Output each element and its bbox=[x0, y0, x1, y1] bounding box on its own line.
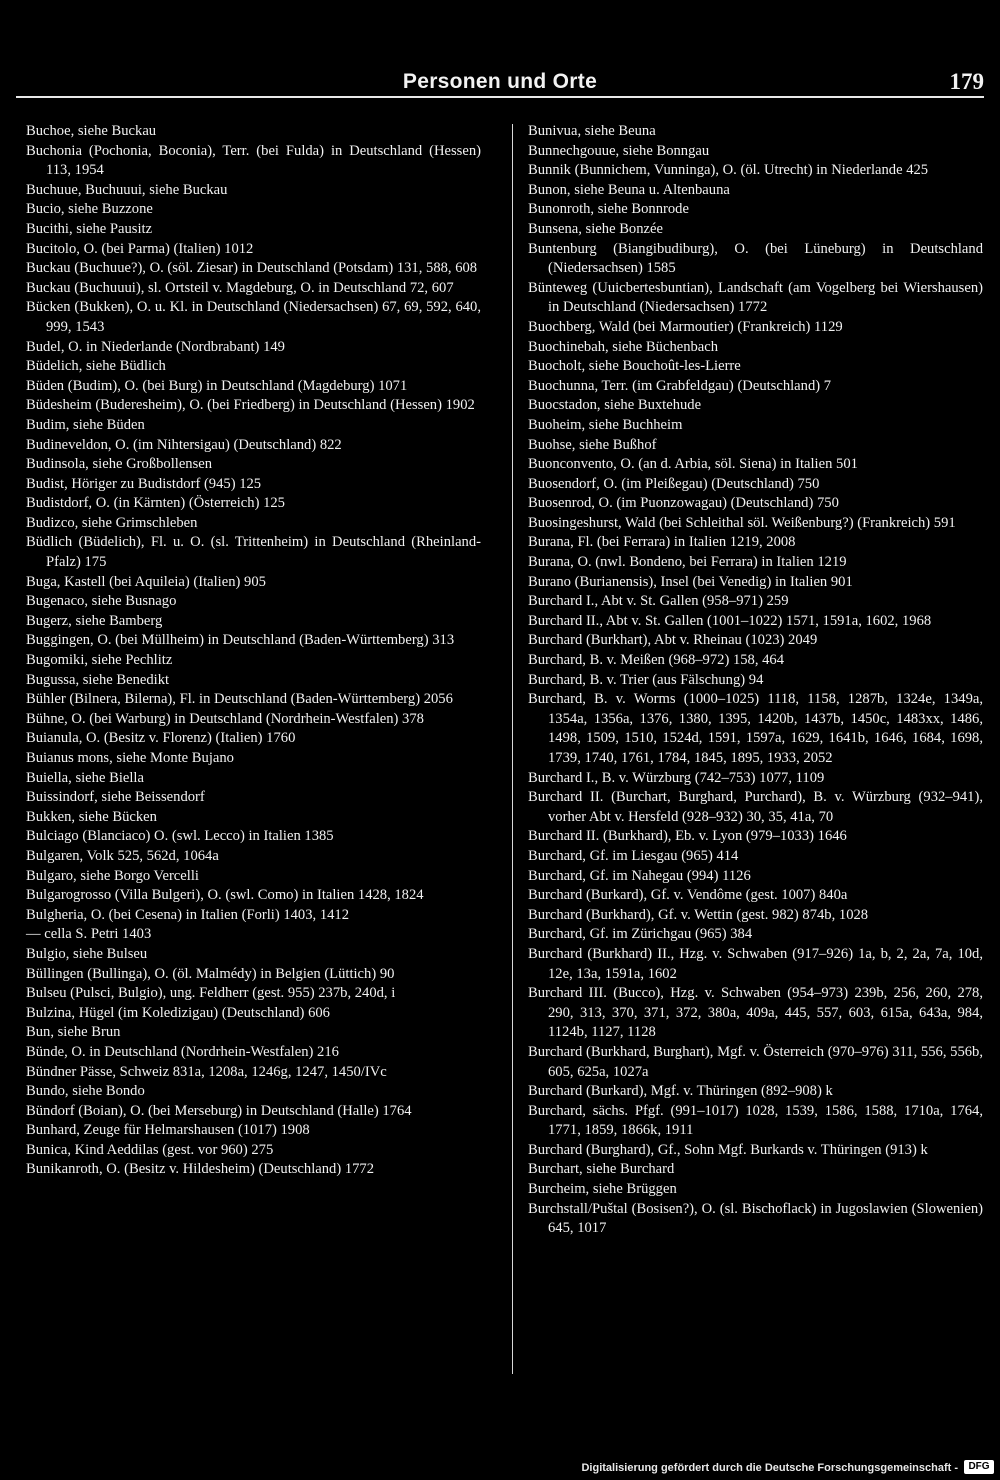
index-entry: Büdlich (Büdelich), Fl. u. O. (sl. Trittenheim) in Deutschland (Rheinland-Pfalz) 175 bbox=[26, 534, 481, 571]
index-entry: Bunivua, siehe Beuna bbox=[528, 123, 656, 139]
index-entry: Bühne, O. (bei Warburg) in Deutschland (Nordrhein-Westfalen) 378 bbox=[26, 710, 424, 727]
index-entry: Buocstadon, siehe Buxtehude bbox=[528, 397, 702, 414]
index-entry: Bukken, siehe Bücken bbox=[26, 808, 157, 825]
index-entry: Buianula, O. (Besitz v. Florenz) (Italien) 1760 bbox=[26, 730, 296, 747]
index-entry: Buochunna, Terr. (im Grabfeldgau) (Deutschland) 7 bbox=[528, 377, 832, 394]
index-entry: Bündorf (Boian), O. (bei Merseburg) in Deutschland (Halle) 1764 bbox=[26, 1102, 412, 1119]
column-divider bbox=[512, 124, 513, 1374]
index-entry: Burchard, B. v. Worms (1000–1025) 1118, 1158, 1287b, 1324e, 1349a, 1354a, 1356a, 1376, 1380, 1395, 1420b, 1437b, 1450c, 1483xx, 1486, 1498, 1509, 1510, 1524d, 1591, 1597a, 1629, 1641b, 1646, 1684, 1698, 1739, 1740, 1761, 1784, 1845, 1895, 1933, 2052 bbox=[528, 691, 983, 766]
index-entry: Bunica, Kind Aeddilas (gest. vor 960) 275 bbox=[26, 1141, 274, 1158]
index-entry: Bulgarogrosso (Villa Bulgeri), O. (swl. Como) in Italien 1428, 1824 bbox=[26, 887, 424, 904]
index-entry: Bulzina, Hügel (im Koledizigau) (Deutschland) 606 bbox=[26, 1004, 330, 1021]
index-entry: Bunikanroth, O. (Besitz v. Hildesheim) (Deutschland) 1772 bbox=[26, 1161, 375, 1178]
index-entry: Bugenaco, siehe Busnago bbox=[26, 593, 177, 610]
index-entry: Bunsena, siehe Bonzée bbox=[528, 220, 663, 237]
index-entry: Bündner Pässe, Schweiz 831a, 1208a, 1246g, 1247, 1450/IVc bbox=[26, 1063, 387, 1080]
index-entry: Burchard (Burkard), Gf. v. Vendôme (gest. 1007) 840a bbox=[528, 887, 848, 904]
index-entry: Büdelich, siehe Büdlich bbox=[26, 358, 166, 375]
index-entry: Burchard I., B. v. Würzburg (742–753) 1077, 1109 bbox=[528, 769, 825, 786]
index-entry: Burchard, Gf. im Zürichgau (965) 384 bbox=[528, 926, 753, 943]
index-entry: Burano (Burianensis), Insel (bei Venedig) in Italien 901 bbox=[528, 573, 853, 590]
index-entry: Buosendorf, O. (im Pleißegau) (Deutschland) 750 bbox=[528, 475, 820, 492]
page-header bbox=[0, 66, 1000, 98]
index-entry: Burchard, B. v. Meißen (968–972) 158, 464 bbox=[528, 652, 785, 669]
index-entry: Buonconvento, O. (an d. Arbia, söl. Siena) in Italien 501 bbox=[528, 456, 858, 473]
index-entry: Burchart, siehe Burchard bbox=[528, 1161, 675, 1178]
index-entry: Burchard II., Abt v. St. Gallen (1001–1022) 1571, 1591a, 1602, 1968 bbox=[528, 612, 932, 629]
index-entry: — cella S. Petri 1403 bbox=[26, 926, 152, 943]
index-entry: Budinsola, siehe Großbollensen bbox=[26, 456, 213, 473]
page-footer bbox=[0, 1458, 1000, 1476]
index-entry: Budineveldon, O. (im Nihtersigau) (Deutschland) 822 bbox=[26, 436, 342, 453]
index-entry: Bulciago (Blanciaco) O. (swl. Lecco) in Italien 1385 bbox=[26, 828, 334, 845]
index-entry: Bulgio, siehe Bulseu bbox=[26, 945, 148, 962]
index-entry: Büdesheim (Buderesheim), O. (bei Friedberg) in Deutschland (Hessen) 1902 bbox=[26, 397, 475, 414]
index-entry: Büden (Budim), O. (bei Burg) in Deutschland (Magdeburg) 1071 bbox=[26, 377, 408, 394]
index-entry: Budim, siehe Büden bbox=[26, 416, 145, 433]
footer-credit: Digitalisierung gefördert durch die Deutsche Forschungsgemeinschaft - bbox=[581, 1462, 958, 1474]
index-entry: Buiella, siehe Biella bbox=[26, 769, 144, 786]
index-entry: Buosingeshurst, Wald (bei Schleithal söl. Weißenburg?) (Frankreich) 591 bbox=[528, 514, 956, 531]
index-entry: Büllingen (Bullinga), O. (öl. Malmédy) in Belgien (Lüttich) 90 bbox=[26, 965, 395, 982]
index-entry: Burchard (Burkhard, Burghart), Mgf. v. Österreich (970–976) 311, 556, 556b, 605, 625a, 1027a bbox=[528, 1043, 983, 1080]
page-title: Personen und Orte bbox=[402, 70, 598, 93]
index-entry: Budist, Höriger zu Budistdorf (945) 125 bbox=[26, 475, 262, 492]
index-entry: Burcheim, siehe Brüggen bbox=[528, 1181, 677, 1198]
index-entry: Bücken (Bukken), O. u. Kl. in Deutschland (Niedersachsen) 67, 69, 592, 640, 999, 1543 bbox=[26, 299, 481, 335]
index-entry: Buga, Kastell (bei Aquileia) (Italien) 905 bbox=[26, 573, 266, 590]
index-entry: Burchard III. (Bucco), Hzg. v. Schwaben (954–973) 239b, 256, 260, 278, 290, 313, 370, 371, 372, 380a, 409a, 445, 557, 603, 615a, 643a, 984, 1124b, 1127, 1128 bbox=[528, 985, 983, 1041]
index-entry: Bunonroth, siehe Bonnrode bbox=[528, 201, 689, 218]
index-entry: Buckau (Buchuuui), sl. Ortsteil v. Magdeburg, O. in Deutschland 72, 607 bbox=[26, 279, 454, 296]
index-entry: Budistdorf, O. (in Kärnten) (Österreich) 125 bbox=[26, 495, 285, 512]
index-entry: Burana, O. (nwl. Bondeno, bei Ferrara) in Italien 1219 bbox=[528, 554, 847, 571]
index-entry: Burchard I., Abt v. St. Gallen (958–971) 259 bbox=[528, 593, 789, 610]
index-entry: Buosenrod, O. (im Puonzowagau) (Deutschland) 750 bbox=[528, 495, 839, 512]
index-entry: Buohse, siehe Bußhof bbox=[528, 436, 657, 453]
index-entry: Burchard (Burkard), Mgf. v. Thüringen (892–908) k bbox=[528, 1083, 833, 1100]
index-entry: Burchard (Burkhard) II., Hzg. v. Schwaben (917–926) 1a, b, 2, 2a, 7a, 10d, 12e, 13a, 1591a, 1602 bbox=[528, 945, 983, 982]
index-entry: Buissindorf, siehe Beissendorf bbox=[26, 789, 205, 806]
index-entry: Bünde, O. in Deutschland (Nordrhein-Westfalen) 216 bbox=[26, 1043, 339, 1060]
index-entry: Buochinebah, siehe Büchenbach bbox=[528, 338, 719, 355]
index-entry: Bunon, siehe Beuna u. Altenbauna bbox=[528, 181, 730, 198]
index-entry: Buntenburg (Biangibudiburg), O. (bei Lüneburg) in Deutschland (Niedersachsen) 1585 bbox=[528, 240, 983, 277]
index-entry: Bugerz, siehe Bamberg bbox=[26, 612, 163, 629]
index-entry: Bugomiki, siehe Pechlitz bbox=[26, 652, 173, 669]
index-entry: Budizco, siehe Grimschleben bbox=[26, 514, 198, 531]
index-entry: Burchstall/Puštal (Bosisen?), O. (sl. Bischoflack) in Jugoslawien (Slowenien) 645, 1017 bbox=[528, 1200, 983, 1237]
index-entry: Burchard (Burkhart), Abt v. Rheinau (1023) 2049 bbox=[528, 632, 818, 649]
index-entry: Bunnechgouue, siehe Bonngau bbox=[528, 142, 710, 159]
index-entry: Buocholt, siehe Bouchoût-les-Lierre bbox=[528, 358, 741, 375]
index-entry: Buoheim, siehe Buchheim bbox=[528, 416, 683, 433]
index-entry: Bulgaren, Volk 525, 562d, 1064a bbox=[26, 847, 219, 864]
index-column-right bbox=[528, 122, 983, 1239]
index-entry: Burchard, Gf. im Liesgau (965) 414 bbox=[528, 847, 739, 864]
index-entry: Buchoe, siehe Buckau bbox=[26, 123, 157, 139]
index-entry: Bugussa, siehe Benedikt bbox=[26, 671, 170, 688]
index-entry: Burchard II. (Burchart, Burghard, Purchard), B. v. Würzburg (932–941), vorher Abt v. Hersfeld (928–932) 30, 35, 41a, 70 bbox=[528, 789, 983, 825]
index-entry: Burana, Fl. (bei Ferrara) in Italien 1219, 2008 bbox=[528, 534, 796, 551]
index-entry: Buggingen, O. (bei Müllheim) in Deutschland (Baden-Württemberg) 313 bbox=[26, 632, 455, 649]
index-entry: Budel, O. in Niederlande (Nordbrabant) 149 bbox=[26, 338, 285, 355]
index-column-left bbox=[26, 122, 481, 1180]
index-entry: Bulgaro, siehe Borgo Vercelli bbox=[26, 867, 199, 884]
index-entry: Bulseu (Pulsci, Bulgio), ung. Feldherr (gest. 955) 237b, 240d, i bbox=[26, 985, 396, 1002]
index-entry: Buckau (Buchuue?), O. (söl. Ziesar) in Deutschland (Potsdam) 131, 588, 608 bbox=[26, 260, 478, 277]
index-entry: Bun, siehe Brun bbox=[26, 1024, 121, 1041]
index-entry: Bünteweg (Uuicbertesbuntian), Landschaft (am Vogelberg bei Wiershausen) in Deutschland (Niedersachsen) 1772 bbox=[528, 279, 983, 316]
index-entry: Burchard, Gf. im Nahegau (994) 1126 bbox=[528, 867, 751, 884]
page-number: 179 bbox=[949, 69, 984, 94]
index-entry: Burchard (Burghard), Gf., Sohn Mgf. Burkards v. Thüringen (913) k bbox=[528, 1141, 928, 1158]
index-entry: Bunnik (Bunnichem, Vunninga), O. (öl. Utrecht) in Niederlande 425 bbox=[528, 162, 929, 179]
index-entry: Burchard, B. v. Trier (aus Fälschung) 94 bbox=[528, 671, 764, 688]
index-entry: Burchard (Burkhard), Gf. v. Wettin (gest. 982) 874b, 1028 bbox=[528, 906, 869, 923]
index-entry: Bucio, siehe Buzzone bbox=[26, 201, 153, 218]
index-entry: Burchard II. (Burkhard), Eb. v. Lyon (979–1033) 1646 bbox=[528, 828, 847, 845]
index-entry: Bulgheria, O. (bei Cesena) in Italien (Forli) 1403, 1412 bbox=[26, 906, 350, 923]
index-entry: Bucitolo, O. (bei Parma) (Italien) 1012 bbox=[26, 240, 254, 257]
dfg-logo-icon: DFG bbox=[964, 1460, 994, 1474]
index-entry: Burchard, sächs. Pfgf. (991–1017) 1028, 1539, 1586, 1588, 1710a, 1764, 1771, 1859, 1866k, 1911 bbox=[528, 1102, 983, 1139]
header-rule bbox=[16, 96, 984, 98]
index-entry: Buchonia (Pochonia, Boconia), Terr. (bei Fulda) in Deutschland (Hessen) 113, 1954 bbox=[26, 142, 481, 179]
index-entry: Bühler (Bilnera, Bilerna), Fl. in Deutschland (Baden-Württemberg) 2056 bbox=[26, 691, 453, 708]
index-entry: Bunhard, Zeuge für Helmarshausen (1017) 1908 bbox=[26, 1122, 310, 1139]
index-entry: Buianus mons, siehe Monte Bujano bbox=[26, 750, 234, 766]
index-entry: Buochberg, Wald (bei Marmoutier) (Frankreich) 1129 bbox=[528, 318, 843, 335]
index-entry: Buchuue, Buchuuui, siehe Buckau bbox=[26, 181, 228, 198]
index-entry: Bundo, siehe Bondo bbox=[26, 1083, 145, 1100]
index-entry: Bucithi, siehe Pausitz bbox=[26, 220, 153, 237]
